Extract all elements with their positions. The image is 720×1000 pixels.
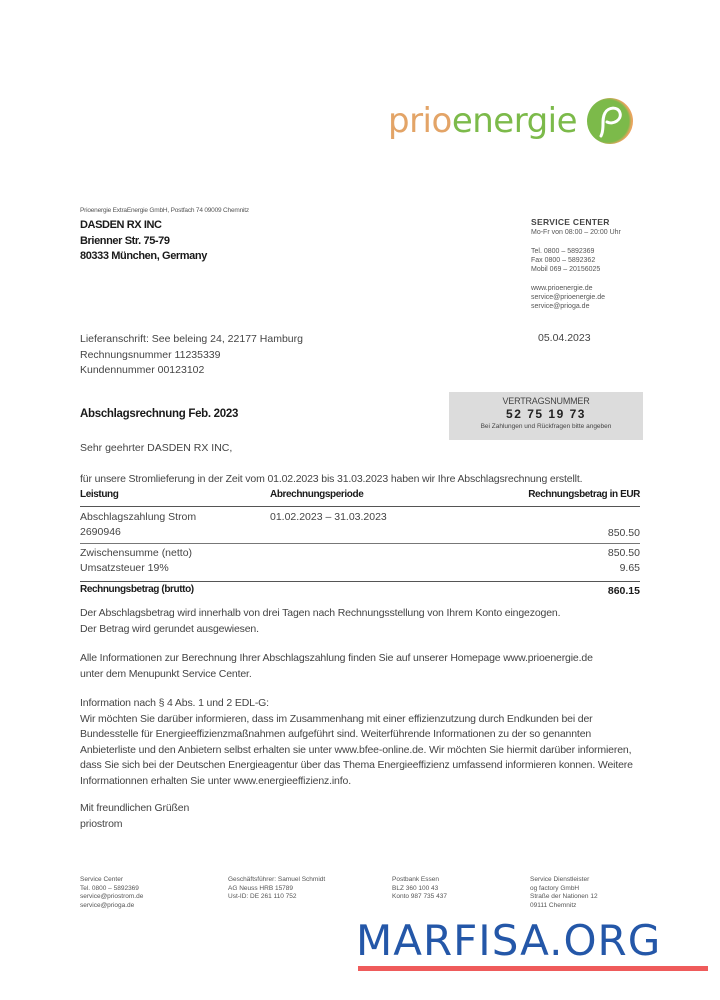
watermark-text: MARFISA.ORG	[356, 916, 662, 965]
service-center-block	[531, 218, 621, 311]
total-label: Rechnungsbetrag (brutto)	[80, 584, 194, 595]
logo-wordmark: prioenergie	[388, 101, 578, 141]
debit-notice: Der Abschlagsbetrag wird innerhalb von drei Tagen nach Rechnungsstellung von Ihrem Konto eingezogen. Der Betrag wird gerundet ausgewiesen.	[80, 607, 561, 635]
intro-text: für unsere Stromlieferung in der Zeit vom 01.02.2023 bis 31.03.2023 haben wir Ihre Abschlagsrechnung erstellt.	[80, 473, 583, 485]
invoice-date: 05.04.2023	[538, 332, 591, 344]
tax-amount: 9.65	[619, 562, 640, 574]
item-meter: 2690946	[80, 526, 121, 538]
invoice-table	[80, 489, 640, 600]
footer-bank-info: Postbank Essen BLZ 360 100 43 Konto 987 735 437	[392, 876, 447, 900]
contract-label: VERTRAGSNUMMER	[502, 396, 590, 406]
recipient-address	[80, 218, 207, 265]
table-header	[80, 489, 640, 507]
item-description: Abschlagszahlung Strom	[80, 511, 197, 523]
service-hours: Mo-Fr von 08:00 – 20:00 Uhr	[531, 229, 621, 236]
tax-label: Umsatzsteuer 19%	[80, 562, 169, 574]
subtotal-label: Zwischensumme (netto)	[80, 547, 193, 559]
closing	[80, 801, 189, 832]
header-period: Abrechnungsperiode	[270, 489, 364, 500]
contract-number-box	[449, 392, 643, 440]
total-amount: 860.15	[607, 585, 640, 597]
recipient-city: 80333 München, Germany	[80, 250, 207, 262]
edlg-heading: Information nach § 4 Abs. 1 und 2 EDL-G:	[80, 697, 269, 709]
item-amount: 850.50	[607, 527, 640, 539]
footer-service-provider: Service Dienstleister og factory GmbH Straße der Nationen 12 09111 Chemnitz	[530, 876, 598, 909]
customer-number: Kundennummer 00123102	[80, 364, 205, 376]
sender-return-address: Prioenergie ExtraEnergie GmbH, Postfach 74 09009 Chemnitz	[80, 207, 249, 214]
invoice-number: Rechnungsnummer 11235339	[80, 348, 221, 361]
logo-p-icon	[587, 98, 633, 144]
table-row	[80, 507, 640, 544]
service-tel: Tel. 0800 – 5892369	[531, 248, 595, 255]
company-logo	[388, 98, 633, 144]
edlg-information	[80, 696, 640, 789]
footer-service-center: Service Center Tel. 0800 – 5892369 service@priostrom.de service@prioga.de	[80, 876, 144, 909]
contract-hint: Bei Zahlungen und Rückfragen bitte angeben	[480, 423, 612, 430]
subtotal-row	[80, 544, 640, 582]
service-mobile: Mobil 069 – 20156025	[531, 266, 601, 273]
service-email-1[interactable]: service@prioenergie.de	[531, 294, 606, 301]
document-title: Abschlagsrechnung Feb. 2023	[80, 408, 239, 420]
delivery-address: Lieferanschrift: See beleing 24, 22177 Hamburg	[80, 333, 303, 345]
service-web-link[interactable]: www.prioenergie.de	[531, 285, 593, 292]
header-service: Leistung	[80, 489, 119, 500]
recipient-street: Brienner Str. 75-79	[80, 234, 170, 247]
watermark-underline	[358, 966, 708, 971]
footer-company-info: Geschäftsführer: Samuel Schmidt AG Neuss HRB 15789 Ust-ID: DE 261 110 752	[228, 876, 326, 900]
watermark	[356, 916, 708, 971]
recipient-name: DASDEN RX INC	[80, 219, 162, 231]
salutation: Sehr geehrter DASDEN RX INC,	[80, 442, 233, 454]
homepage-info: Alle Informationen zur Berechnung Ihrer Abschlagszahlung finden Sie auf unserer Homepage www.prioenergie.de unter dem Menupunkt Service Center.	[80, 652, 593, 680]
item-period: 01.02.2023 – 31.03.2023	[270, 511, 387, 523]
header-amount: Rechnungsbetrag in EUR	[528, 489, 640, 500]
edlg-body: Wir möchten Sie darüber informieren, dass im Zusammenhang mit einer effizienzutzung durch Endkunden bei der Bundesstelle für Energieeffizienzmaßnahmen aufgeführt sind. Weiterführende Informationen zu der so genannten Anbieterliste und den Anbietern selbst erhalten sie unter www.bfee-online.de. Wir möchten Sie hiermit darüber informieren, dass Sie sich bei der Deutschen Energieagentur über das Thema Energieeffizienz umfassend informieren konnen. Weitere Informationnen erhalten Sie unter www.energieeffizienz.info.	[80, 712, 633, 787]
service-email-2[interactable]: service@prioga.de	[531, 303, 590, 310]
contract-number: 52 75 19 73	[506, 407, 586, 421]
total-row	[80, 582, 640, 600]
service-fax: Fax 0800 – 5892362	[531, 257, 596, 264]
service-center-title: SERVICE CENTER	[531, 217, 610, 227]
invoice-meta	[80, 332, 303, 379]
subtotal-amount: 850.50	[607, 547, 640, 559]
closing-greeting: Mit freundlichen Grüßen	[80, 802, 190, 814]
closing-signature: priostrom	[80, 817, 123, 830]
item-cell	[80, 510, 196, 540]
